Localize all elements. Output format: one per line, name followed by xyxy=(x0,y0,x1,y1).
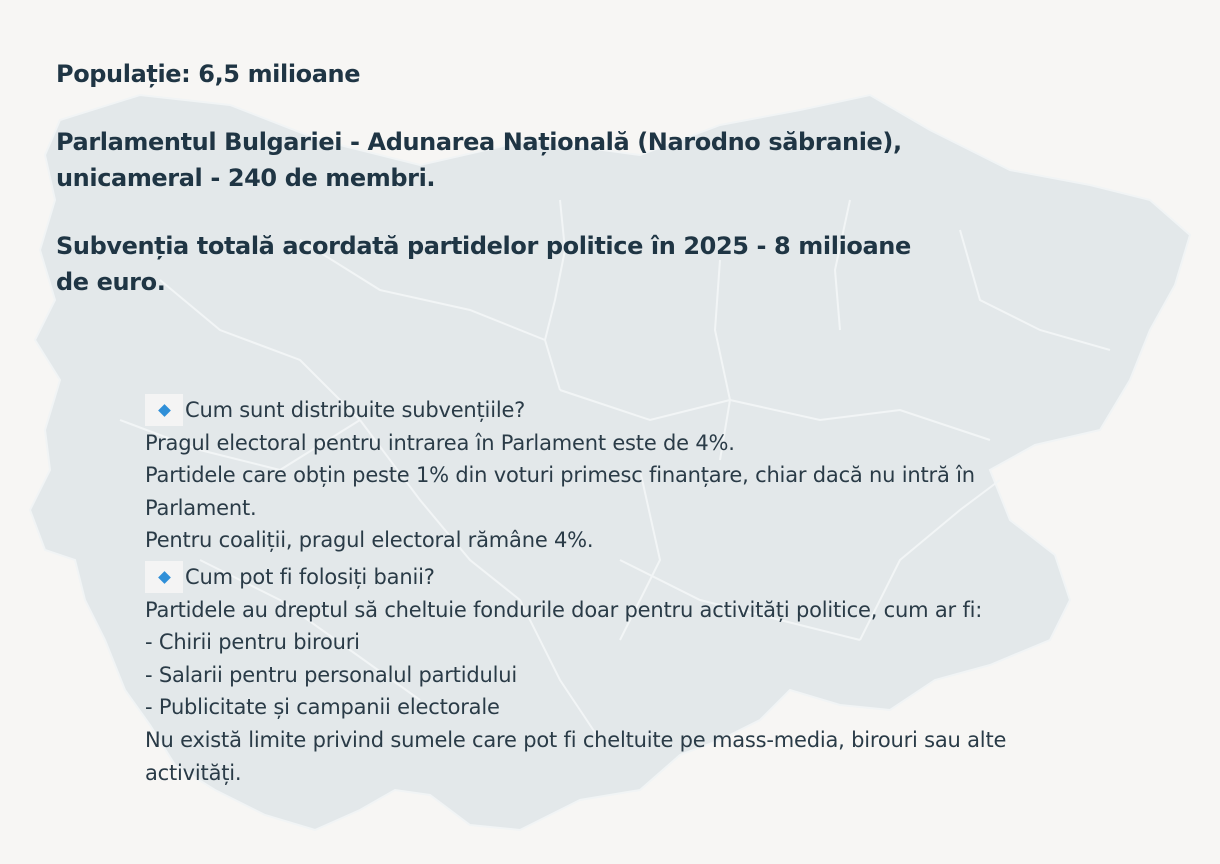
blue-diamond-icon xyxy=(145,394,183,426)
question-usage-text: Cum pot fi folosiți banii? xyxy=(185,564,435,589)
parliament-text-line-2: unicameral - 240 de membri. xyxy=(56,164,436,192)
usage-line-5: Nu există limite privind sumele care pot fi cheltuite pe mass-media, birouri sau alte xyxy=(145,727,1007,752)
usage-line-4: - Publicitate și campanii electorale xyxy=(145,695,500,720)
parliament-fact xyxy=(56,124,1016,196)
distribution-line-1: Pragul electoral pentru intrarea în Parlament este de 4%. xyxy=(145,430,735,455)
subsidy-text-line-1: Subvenția totală acordată partidelor politice în 2025 - 8 milioane xyxy=(56,232,911,260)
usage-line-3: - Salarii pentru personalul partidului xyxy=(145,662,517,687)
usage-line-1: Partidele au dreptul să cheltuie fondurile doar pentru activități politice, cum ar fi: xyxy=(145,597,983,622)
question-usage xyxy=(145,561,1145,594)
population-fact xyxy=(56,56,1016,92)
subsidy-fact xyxy=(56,228,1016,300)
subsidy-text-line-2: de euro. xyxy=(56,268,166,296)
population-text: Populație: 6,5 milioane xyxy=(56,60,361,88)
subsidy-details xyxy=(145,394,1145,789)
distribution-line-3: Parlament. xyxy=(145,495,257,520)
parliament-text-line-1: Parlamentul Bulgariei - Adunarea Națională (Narodno săbranie), xyxy=(56,128,902,156)
question-distribution xyxy=(145,394,1145,427)
distribution-line-2: Partidele care obțin peste 1% din voturi primesc finanțare, chiar dacă nu intră în xyxy=(145,463,975,488)
usage-line-6: activități. xyxy=(145,760,242,785)
distribution-line-4: Pentru coaliții, pragul electoral rămâne 4%. xyxy=(145,528,594,553)
blue-diamond-icon xyxy=(145,561,183,593)
question-distribution-text: Cum sunt distribuite subvențiile? xyxy=(185,398,526,422)
key-facts xyxy=(56,56,1016,332)
usage-line-2: - Chirii pentru birouri xyxy=(145,630,360,655)
